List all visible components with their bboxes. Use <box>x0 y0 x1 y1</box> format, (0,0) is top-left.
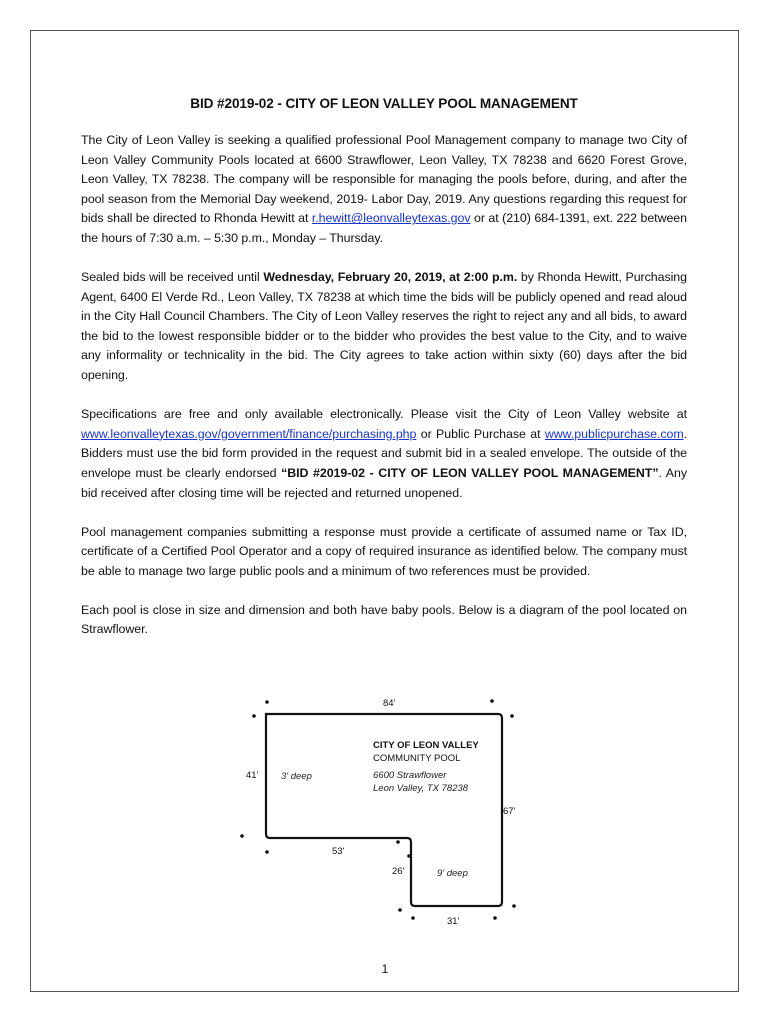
corner-dot <box>490 699 494 703</box>
corner-dot <box>252 714 256 718</box>
corner-dot <box>411 916 415 920</box>
corner-dot <box>493 916 497 920</box>
pool-address-line2: Leon Valley, TX 78238 <box>373 783 469 794</box>
corner-dot <box>512 904 516 908</box>
corner-dot <box>265 700 269 704</box>
pool-diagram-svg <box>230 690 530 935</box>
spec-text-end: . Any bid received after closing time will be rejected and returned unopened. <box>81 465 687 500</box>
envelope-endorsement: “BID #2019-02 - CITY OF LEON VALLEY POOL MANAGEMENT” <box>281 465 659 480</box>
sealed-text-end: by Rhonda Hewitt, Purchasing Agent, 6400 El Verde Rd., Leon Valley, TX 78238 at which time the bids will be publicly opened and read aloud in the City Hall Council Chambers. The City of Leon Valley reserves the right to reject any and all bids, to award the bid to the lowest responsible bidder or to the bidder who provides the best value to the City, and to waive any informality or technicality in the bid. The City agrees to take action within sixty (60) days after the bid opening. <box>81 270 687 383</box>
pool-name-line1: CITY OF LEON VALLEY <box>373 740 479 751</box>
corner-dot <box>407 854 411 858</box>
dimension-step: 26' <box>392 866 405 877</box>
email-link[interactable]: r.hewitt@leonvalleytexas.gov <box>311 211 471 226</box>
dimension-top: 84' <box>383 698 396 709</box>
dimension-left: 41' <box>246 770 259 781</box>
paragraph-intro <box>81 131 687 249</box>
paragraph-specifications <box>81 405 687 503</box>
corner-dot <box>510 714 514 718</box>
document-body <box>81 96 687 660</box>
corner-dot <box>398 908 402 912</box>
corner-dot <box>240 834 244 838</box>
pool-diagram <box>230 690 530 935</box>
purchasing-link[interactable]: www.leonvalleytexas.gov/government/finance/purchasing.php <box>81 426 417 441</box>
bid-deadline: Wednesday, February 20, 2019, at 2:00 p.m. <box>263 270 518 285</box>
document-title: BID #2019-02 - CITY OF LEON VALLEY POOL MANAGEMENT <box>190 96 578 111</box>
paragraph-sealed-bids <box>81 268 687 386</box>
depth-shallow-label: 3' deep <box>281 771 312 782</box>
pool-address-line1: 6600 Strawflower <box>373 770 447 781</box>
pool-name-line2: COMMUNITY POOL <box>373 753 461 764</box>
paragraph-requirements: Pool management companies submitting a response must provide a certificate of assumed name or Tax ID, certificate of a Certified Pool Operator and a copy of required insurance as identified below. The company must be able to manage two large public pools and a minimum of two references must be provided. <box>81 524 687 578</box>
publicpurchase-link[interactable]: www.publicpurchase.com <box>544 426 684 441</box>
page-number: 1 <box>381 962 389 976</box>
sealed-text: Sealed bids will be received until <box>81 270 264 285</box>
intro-text-end: or at (210) 684-1391, ext. 222 between the hours of 7:30 a.m. – 5:30 p.m., Monday – Thursday. <box>81 211 687 245</box>
dimension-bottom: 31' <box>447 916 460 927</box>
corner-dot <box>396 840 400 844</box>
spec-text-mid: or Public Purchase at <box>416 426 545 441</box>
dimension-right: 67' <box>503 806 516 817</box>
paragraph-diagram-intro: Each pool is close in size and dimension and both have baby pools. Below is a diagram of the pool located on Strawflower. <box>81 602 687 637</box>
spec-text: Specifications are free and only available electronically. Please visit the City of Leon Valley website at <box>81 407 687 422</box>
corner-dot <box>265 850 269 854</box>
dimension-middle: 53' <box>332 846 345 857</box>
intro-text: The City of Leon Valley is seeking a qualified professional Pool Management company to manage two City of Leon Valley Community Pools located at 6600 Strawflower, Leon Valley, TX 78238 and 6620 Forest Grove, Leon Valley, TX 78238. The company will be responsible for managing the pools before, during, and after the pool season from the Memorial Day weekend, 2019- Labor Day, 2019. Any questions regarding this request for bids shall be directed to Rhonda Hewitt at <box>81 133 687 226</box>
spec-text-mid2: . Bidders must use the bid form provided in the request and submit bid in a sealed envelope. The outside of the envelope must be clearly endorsed <box>81 426 687 480</box>
depth-deep-label: 9' deep <box>437 868 468 879</box>
